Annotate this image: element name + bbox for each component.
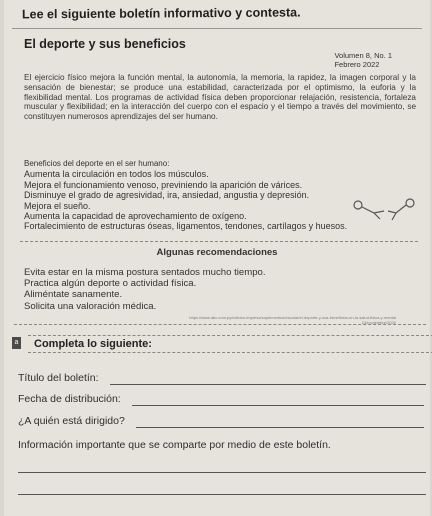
benefit-item: Aumenta la circulación en todos los músculos. [24,169,209,180]
exercise-figure-icon [350,195,420,223]
question-important-info: Información importante que se comparte por medio de este boletín. [18,439,331,451]
worksheet-page [4,0,430,516]
question-date: Fecha de distribución: [18,393,121,405]
instruction-heading: Lee el siguiente boletín informativo y contesta. [21,5,301,22]
source-url: https://www.abc.com.py/edicion-impresa/suplementos/escolar/el-deporte-y-sus-beneficios-en-la-salud-fisica-y-mental [189,315,396,320]
question-audience: ¿A quién está dirigido? [18,415,125,427]
recommendation-item: Aliméntate sanamente. [24,289,123,301]
benefit-item: Mejora el funcionamiento venoso, previniendo la aparición de várices. [24,179,303,190]
benefit-item: Disminuye el grado de agresividad, ira, ansiedad, angustia y depresión. [24,190,310,201]
bulletin-title: El deporte y sus beneficios [24,37,186,51]
bulletin-issue-info [334,51,392,69]
source-date: 13/noviembre/2020 [361,320,396,325]
divider [20,241,418,242]
answer-line-info-2[interactable] [18,494,426,495]
bulletin-volume: Volumen 8, No. 1 [334,51,392,60]
benefits-lead: Beneficios del deporte en el ser humano: [24,159,170,168]
benefit-item: Aumenta la capacidad de aprovechamiento de oxígeno. [24,211,247,222]
recommendations-title: Algunas recomendaciones [156,247,278,258]
answer-line-title[interactable] [110,384,426,385]
benefit-item: Fortalecimiento de estructuras óseas, ligamentos, tendones, cartílagos y huesos. [24,221,348,232]
answer-line-date[interactable] [132,405,424,406]
bulletin-date: Febrero 2022 [334,60,380,69]
bulletin-box [12,28,422,323]
divider [14,324,426,325]
section-letter-icon: a [12,337,21,349]
bulletin-intro: El ejercicio físico mejora la función mental, la autonomía, la memoria, la rapidez, la imagen corporal y la sensación de bienestar; se produce una estabilidad, caracterizada por el optimismo, la euforia y la flexibilidad mental. Los programas de actividad física deben proporcionar relajación, resistencia, fortaleza muscular y flexibilidad; en la interacción del cuerpo con el espacio y el tiempo a través del movimiento, se constituyen numerosos aprendizajes del ser humano. [24,73,416,122]
question-title: Título del boletín: [18,372,99,384]
recommendation-item: Evita estar en la misma postura sentados mucho tiempo. [24,267,266,278]
recommendations-list [24,267,416,312]
benefit-item: Mejora el sueño. [24,200,91,211]
answer-line-info-1[interactable] [18,472,426,473]
answer-line-audience[interactable] [136,427,424,428]
recommendation-item: Practica algún deporte o actividad física. [24,278,197,290]
recommendation-item: Solicita una valoración médica. [24,300,157,312]
activity-title: Completa lo siguiente: [28,335,432,353]
